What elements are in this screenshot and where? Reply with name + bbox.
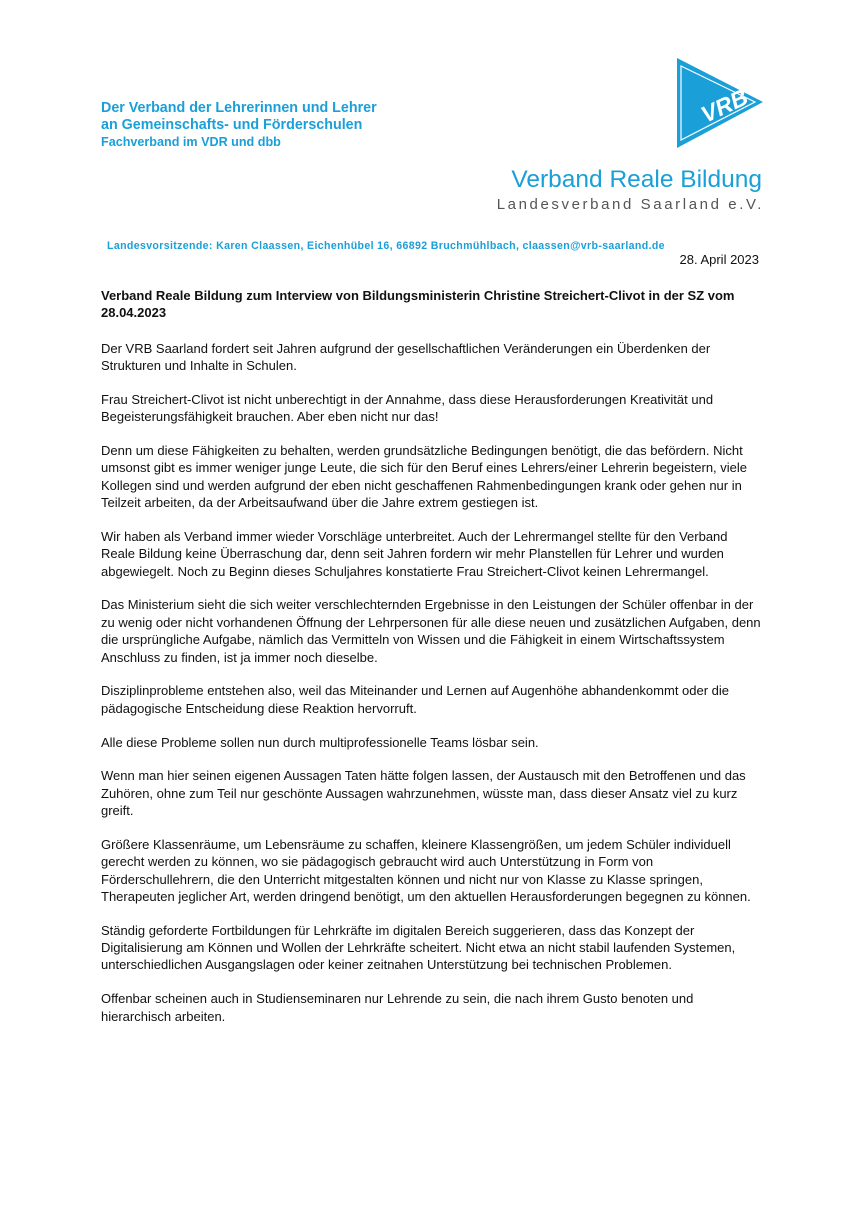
body-paragraph: Ständig geforderte Fortbildungen für Lehrkräfte im digitalen Bereich suggerieren, dass das Konzept der Digitalisierung am Können und Wollen der Lehrkräfte scheitert. Nicht etwa an nicht stabil laufenden Systemen, unterschiedlichen Ausgangslagen oder keiner zeitnahen Unterstützung bei technischen Problemen.	[101, 922, 736, 973]
body-paragraph: Offenbar scheinen auch in Studienseminaren nur Lehrende zu sein, die nach ihrem Gusto benoten und hierarchisch arbeiten.	[101, 991, 694, 1024]
organization-name-line-2: an Gemeinschafts- und Förderschulen	[101, 117, 363, 133]
brand-subtitle: Landesverband Saarland e.V.	[496, 196, 764, 213]
organization-name-line-1: Der Verband der Lehrerinnen und Lehrer	[101, 100, 377, 116]
body-paragraph: Denn um diese Fähigkeiten zu behalten, werden grundsätzliche Bedingungen benötigt, die das befördern. Nicht umsonst gibt es immer weniger junge Leute, die sich für den Beruf eines Lehrers/einer Lehrerin begeistern, viele Kollegen sind und werden aufgrund der eben nicht geschaffenen Rahmenbedingungen krank oder gehen nur in Teilzeit arbeiten, da der Arbeitsaufwand über die Jahre extrem gestiegen ist.	[101, 443, 748, 511]
organization-header	[101, 100, 521, 150]
body-paragraph: Disziplinprobleme entstehen also, weil das Miteinander und Lernen auf Augenhöhe abhandenkommt oder die pädagogische Entscheidung diese Reaktion hervorruft.	[101, 683, 730, 716]
organization-affiliation: Fachverband im VDR und dbb	[101, 135, 281, 149]
body-paragraph: Größere Klassenräume, um Lebensräume zu schaffen, kleinere Klassengrößen, um jedem Schüler individuell gerecht werden zu können, wo sie pädagogisch gebraucht wird auch Unterstützung in Form von Förderschullehrern, die den Unterricht mitgestalten können und nicht nur von Klasse zu Klasse springen, Therapeuten jeglicher Art, werden dringend benötigt, um den aktuellen Herausforderungen begegnen zu können.	[101, 836, 751, 904]
body-paragraph: Der VRB Saarland fordert seit Jahren aufgrund der gesellschaftlichen Veränderungen ein Überdenken der Strukturen und Inhalte in Schulen.	[101, 340, 711, 374]
logo-text: VRB	[696, 83, 752, 128]
body-paragraph: Wir haben als Verband immer wieder Vorschläge unterbreitet. Auch der Lehrermangel stellte für den Verband Reale Bildung keine Überraschung dar, denn seit Jahren fordern wir mehr Planstellen für Lehrer und wurden abgewiegelt. Noch zu Beginn dieses Schuljahres konstatierte Frau Streichert-Clivot keinen Lehrermangel.	[101, 528, 728, 579]
brand-block	[497, 165, 762, 214]
body-paragraph: Alle diese Probleme sollen nun durch multiprofessionelle Teams lösbar sein.	[101, 734, 539, 750]
body-paragraph: Das Ministerium sieht die sich weiter verschlechternden Ergebnisse in den Leistungen der Schüler offenbar in der zu wenig oder nicht vorhandenen Öffnung der Lehrpersonen für alle diese neuen und zusätzlichen Aufgaben, denn die ursprüngliche Aufgabe, nämlich das Vermitteln von Wissen und die Fähigkeit in einem Wirtschaftssystem Anschluss zu finden, ist ja immer noch dieselbe.	[101, 597, 761, 665]
document-date: 28. April 2023	[679, 252, 759, 267]
body-paragraph: Wenn man hier seinen eigenen Aussagen Taten hätte folgen lassen, der Austausch mit den Betroffenen und das Zuhören, ohne zum Teil nur geschönte Aussagen wahrzunehmen, wüsste man, dass dieser Ansatz viel zu kurz greift.	[101, 768, 746, 819]
document-body	[101, 287, 761, 1041]
document-headline: Verband Reale Bildung zum Interview von Bildungsministerin Christine Streichert-Clivot in der SZ vom 28.04.2023	[101, 288, 735, 321]
body-paragraph: Frau Streichert-Clivot ist nicht unberechtigt in der Annahme, dass diese Herausforderungen Kreativität und Begeisterungsfähigkeit brauchen. Aber eben nicht nur das!	[101, 391, 714, 425]
contact-line: Landesvorsitzende: Karen Claassen, Eichenhübel 16, 66892 Bruchmühlbach, claassen@vrb-saarland.de	[107, 240, 665, 252]
brand-name: Verband Reale Bildung	[511, 166, 762, 193]
vrb-logo-icon	[675, 58, 763, 148]
